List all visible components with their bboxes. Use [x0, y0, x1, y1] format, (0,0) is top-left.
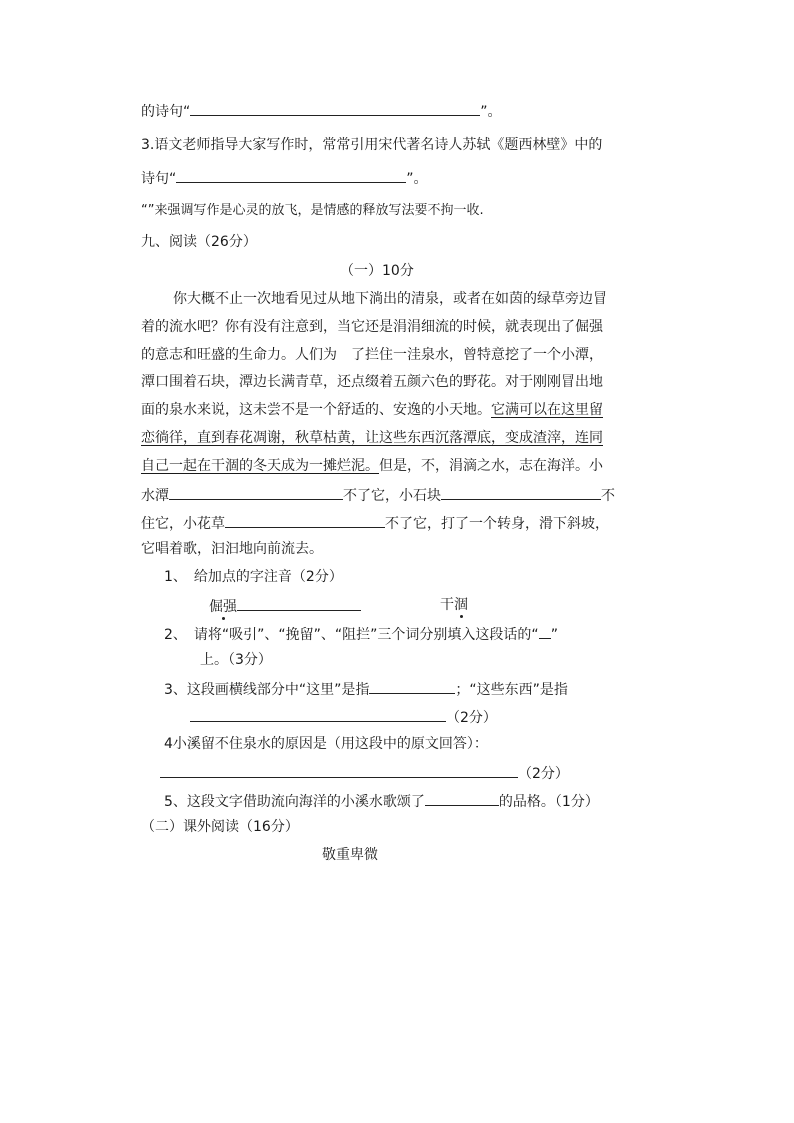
passage-line: 你大概不止一次地看见过从地下淌出的清泉，或者在如茵的绿草旁边冒 [173, 291, 607, 307]
passage-line: 面的泉水来说，这未尝不是一个舒适的、安逸的小天地。它满可以在这里留 [141, 402, 603, 418]
answer-blank[interactable] [237, 595, 361, 611]
article-title: 敬重卑微 [322, 847, 378, 863]
passage-line: 水潭 不了它，小石块 不 [141, 484, 615, 506]
note-line: “”来强调写作是心灵的放飞，是情感的释放写法要不拘一收. [141, 203, 484, 218]
part1-title: （一）10分 [340, 263, 414, 279]
passage-line: 潭口围着石块，潭边长满青草，还点缀着五颜六色的野花。对于刚刚冒出地 [141, 374, 603, 390]
question-5: 5、这段文字借助流向海洋的小溪水歌颂了 的品格。（1分） [164, 790, 599, 812]
question-3-cont: （2分） [190, 706, 497, 728]
answer-blank[interactable] [225, 512, 385, 528]
underlined-text: 它满可以在这里留 [491, 402, 603, 418]
question-4-cont: （2分） [160, 762, 569, 784]
answer-blank[interactable] [539, 623, 551, 639]
question-4: 4小溪留不住泉水的原因是（用这段中的原文回答）： [164, 736, 488, 752]
question-2-cont: 上。（3分） [200, 652, 272, 668]
question-2: 2、 请将“吸引”、“挽留”、“阻拦”三个词分别填入这段话的“ ” [164, 623, 558, 645]
passage-line: 住它，小花草 不了它，打了一个转身，滑下斜坡， [141, 512, 609, 534]
question-3: 3、这段画横线部分中“这里”是指 ；“这些东西”是指 [164, 678, 568, 700]
answer-blank[interactable] [169, 484, 343, 500]
underlined-text: 恋徜徉，直到春花凋谢，秋草枯黄，让这些东西沉落潭底，变成渣滓，连同 [141, 430, 603, 446]
underlined-text: 自己一起在干涸的冬天成为一摊烂泥。 [141, 458, 379, 474]
question-1: 1、 给加点的字注音（2分） [164, 569, 343, 585]
answer-blank[interactable] [176, 167, 406, 183]
passage-line: 着的流水吧？你有没有注意到，当它还是涓涓细流的时候，就表现出了倔强 [141, 319, 603, 335]
q1-words: 干涸 [440, 597, 468, 613]
q1-words [209, 595, 361, 617]
q3-line2: 诗句“ ”。 [141, 167, 428, 189]
answer-blank[interactable] [190, 706, 446, 722]
passage-line: 的意志和旺盛的生命力。人们为 了拦住一洼泉水，曾特意挖了一个小潭， [141, 347, 603, 363]
answer-blank[interactable] [190, 100, 480, 116]
passage-line: 它唱着歌，汩汩地向前流去。 [141, 541, 323, 557]
answer-blank[interactable] [441, 484, 601, 500]
part2-title: （二）课外阅读（16分） [141, 819, 299, 835]
answer-blank[interactable] [425, 790, 499, 806]
q3-line1: 3.语文老师指导大家写作时，常常引用宋代著名诗人苏轼《题西林壁》中的 [141, 137, 603, 153]
answer-blank[interactable] [369, 678, 455, 694]
answer-blank[interactable] [160, 762, 518, 778]
passage-line: 自己一起在干涸的冬天成为一摊烂泥。但是，不，涓滴之水，志在海洋。小 [141, 458, 603, 474]
q2-tail-line: 的诗句“ ”。 [141, 100, 502, 122]
section-heading: 九、阅读（26分） [141, 234, 257, 250]
dotted-word: 倔强 [209, 599, 237, 615]
dotted-char: 涸 [454, 597, 468, 613]
